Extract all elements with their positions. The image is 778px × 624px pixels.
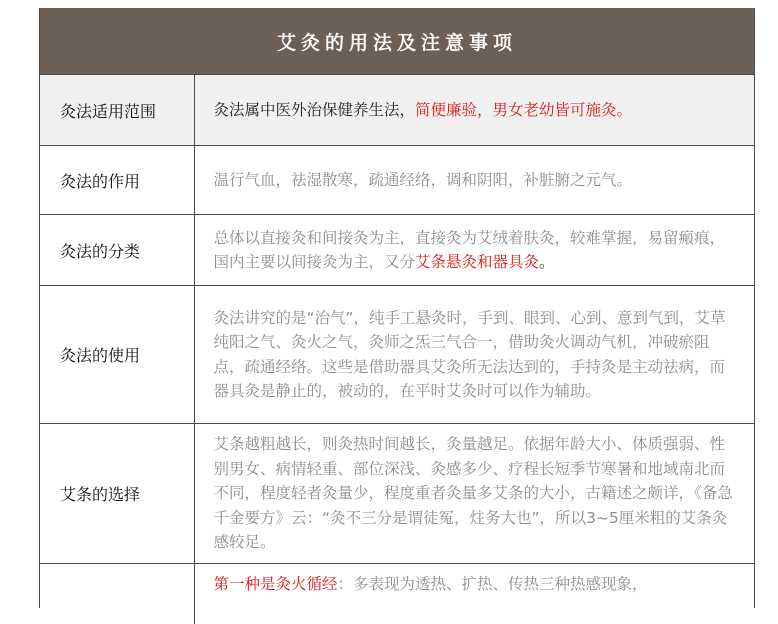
row-content — [194, 215, 754, 286]
table-row — [40, 564, 754, 624]
table-row — [40, 424, 754, 564]
title-bar — [40, 8, 754, 74]
row-label: 灸法的作用 — [40, 146, 194, 215]
row-text: 温行气血，祛湿散寒，疏通经络，调和阴阳，补脏腑之元气。 — [213, 170, 633, 189]
content-sheet — [39, 8, 755, 608]
row-content — [194, 564, 754, 624]
table-row — [40, 286, 754, 424]
row-highlight: 第一种是灸火循经 — [213, 575, 338, 593]
row-label: 灸法适用范围 — [40, 75, 194, 146]
row-highlight: 简便廉验，男女老幼皆可施灸。 — [415, 100, 633, 119]
page-title: 艾灸的用法及注意事项 — [276, 31, 517, 54]
row-content — [194, 286, 754, 424]
info-table — [40, 74, 754, 624]
row-tail: ：多表现为透热、扩热、传热三种热感现象， — [337, 575, 648, 593]
table-row — [40, 75, 754, 146]
row-text: 艾条越粗越长，则灸热时间越长，灸量越足。依据年龄大小、体质强弱、性别男女、病情轻重、部位深浅、灸感多少、疗程长短季节寒暑和地域南北而不同，程度轻者灸量少，程度重者灸量多艾条的大小，古籍述之颇详，《备急千金要方》云：“灸不三分是谓徒冤，炷务大也”，所以3~5厘米粗的艾条灸感较足。 — [213, 435, 733, 552]
row-content — [194, 424, 754, 564]
row-label: 灸法的使用 — [40, 286, 194, 424]
row-content — [194, 146, 754, 215]
table-row — [40, 146, 754, 215]
row-text: 总体以直接灸和间接灸为主，直接灸为艾绒着肤灸，较难掌握，易留瘢痕，国内主要以间接灸为主，又分 — [213, 228, 726, 271]
row-label: 灸法的分类 — [40, 215, 194, 286]
row-tail: 。 — [539, 253, 555, 271]
row-content — [194, 75, 754, 146]
table-row — [40, 215, 754, 286]
row-text: 灸法属中医外治保健养生法， — [213, 100, 416, 119]
row-text: 灸法讲究的是“治气”，纯手工悬灸时，手到、眼到、心到、意到气到，艾草纯阳之气、灸火之气，灸师之炁三气合一，借助灸火调动气机，冲破瘀阻点，疏通经络。这些是借助器具艾灸所无法达到的，手持灸是主动祛病，而器具灸是静止的，被动的，在平时艾灸时可以作为辅助。 — [213, 308, 726, 400]
row-label: 艾条的选择 — [40, 424, 194, 564]
row-highlight: 艾条悬灸和器具灸 — [415, 253, 540, 271]
row-label — [40, 564, 194, 624]
